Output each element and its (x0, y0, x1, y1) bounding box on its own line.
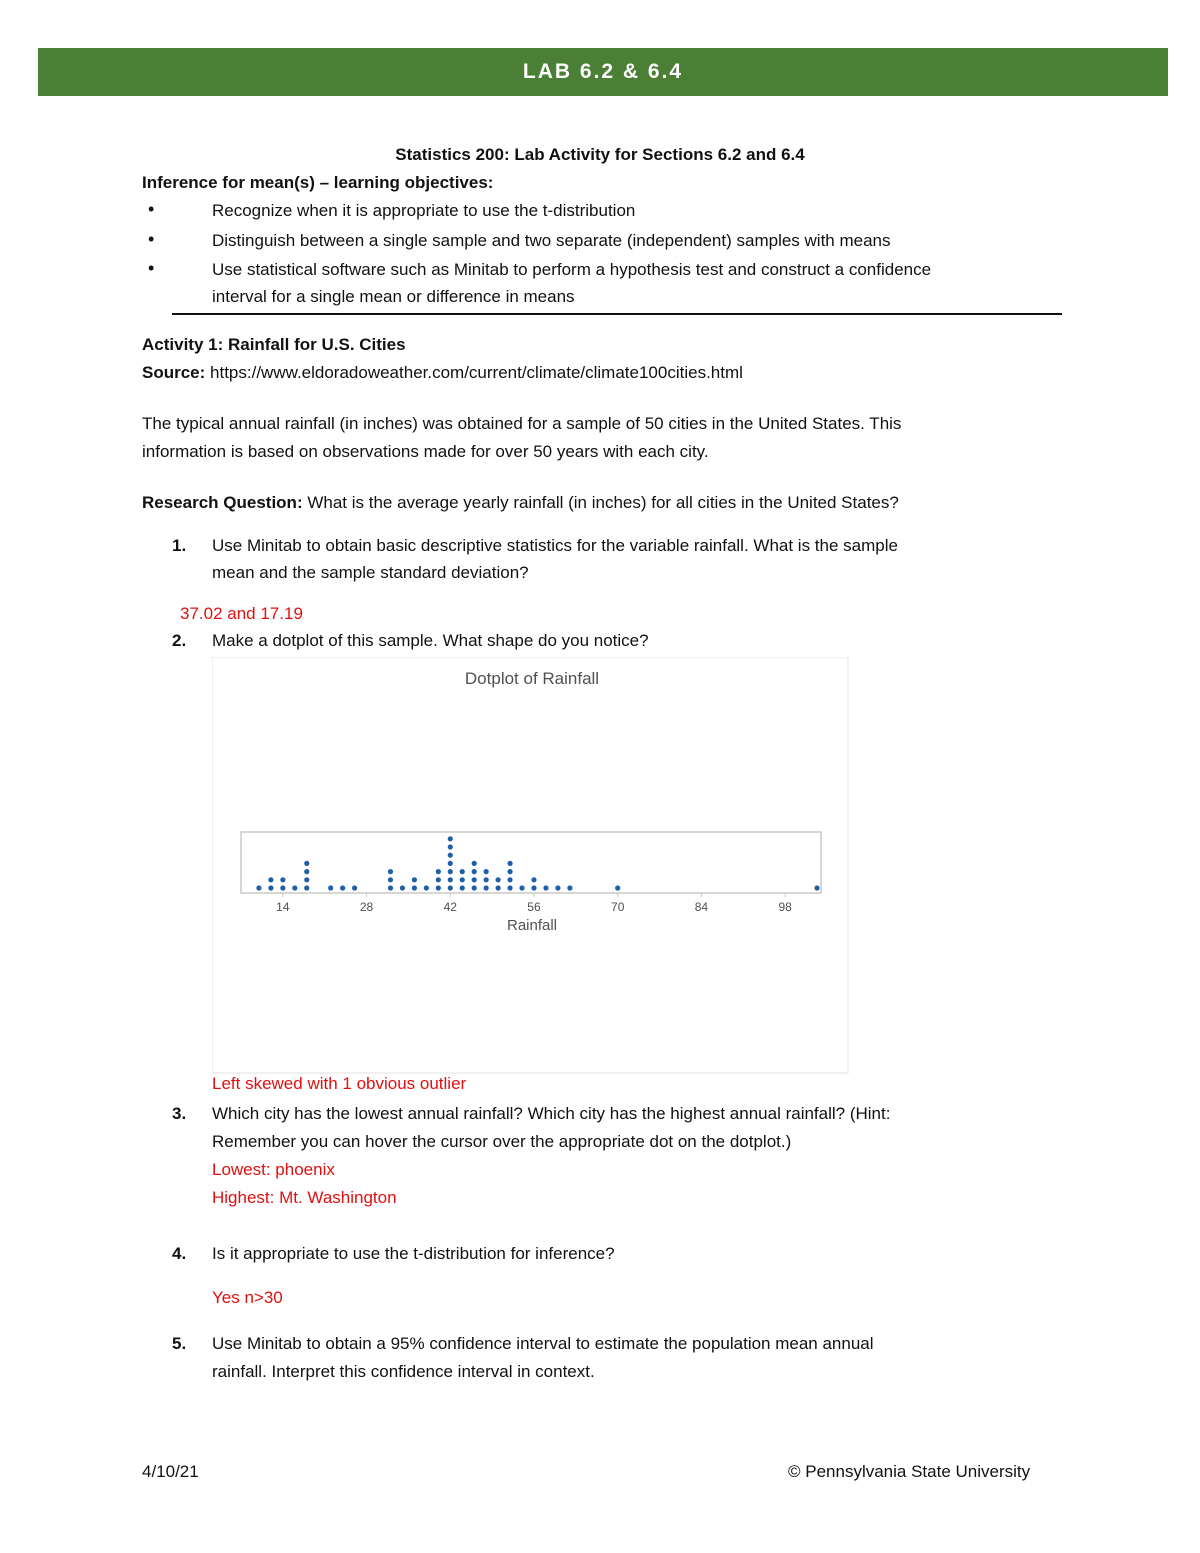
data-dot[interactable] (460, 869, 465, 874)
question-text: mean and the sample standard deviation? (212, 563, 529, 582)
data-dot[interactable] (352, 885, 357, 890)
source-line (142, 363, 743, 383)
data-dot[interactable] (388, 877, 393, 882)
x-tick-label: 14 (276, 900, 290, 914)
course-title: Statistics 200: Lab Activity for Sections 6.2 and 6.4 (395, 145, 805, 164)
data-dot[interactable] (472, 861, 477, 866)
data-dot[interactable] (304, 877, 309, 882)
data-dot[interactable] (615, 885, 620, 890)
question-text: Is it appropriate to use the t-distribution for inference? (212, 1244, 615, 1263)
data-dot[interactable] (448, 877, 453, 882)
bullet-icon: • (148, 229, 155, 249)
data-dot[interactable] (519, 885, 524, 890)
research-question-label: Research Question: (142, 493, 303, 512)
x-axis-label: Rainfall (506, 917, 558, 934)
data-dot[interactable] (460, 877, 465, 882)
data-dot[interactable] (460, 885, 465, 890)
data-dot[interactable] (268, 885, 273, 890)
data-dot[interactable] (448, 885, 453, 890)
data-dot[interactable] (256, 885, 261, 890)
source-url: https://www.eldoradoweather.com/current/climate/climate100cities.html (205, 363, 743, 382)
data-dot[interactable] (496, 877, 501, 882)
data-dot[interactable] (412, 877, 417, 882)
data-dot[interactable] (484, 869, 489, 874)
lab-banner-title: LAB 6.2 & 6.4 (522, 60, 684, 83)
data-dot[interactable] (507, 869, 512, 874)
data-dot[interactable] (531, 877, 536, 882)
chart-title: Dotplot of Rainfall (464, 669, 600, 688)
question-number: 4. (172, 1244, 187, 1263)
data-dot[interactable] (400, 885, 405, 890)
question-text: rainfall. Interpret this confidence interval in context. (212, 1362, 595, 1381)
data-dot[interactable] (388, 869, 393, 874)
data-dot[interactable] (484, 885, 489, 890)
data-dot[interactable] (472, 877, 477, 882)
question-text: Which city has the lowest annual rainfall? Which city has the highest annual rainfall? (Hint: (212, 1104, 891, 1123)
question-number: 5. (172, 1334, 187, 1353)
question-text: Use Minitab to obtain basic descriptive statistics for the variable rainfall. What is the sample (212, 536, 898, 555)
x-tick-label: 70 (611, 900, 625, 914)
data-dot[interactable] (472, 885, 477, 890)
question-text: Use Minitab to obtain a 95% confidence interval to estimate the population mean annual (212, 1334, 874, 1353)
answer-text: Left skewed with 1 obvious outlier (212, 1074, 467, 1093)
footer-copyright: © Pennsylvania State University (788, 1462, 1031, 1481)
data-dot[interactable] (555, 885, 560, 890)
data-dot[interactable] (448, 844, 453, 849)
data-dot[interactable] (436, 877, 441, 882)
answer-text: Yes n>30 (212, 1288, 283, 1307)
x-tick-label: 42 (443, 900, 457, 914)
data-dot[interactable] (304, 885, 309, 890)
data-dot[interactable] (448, 836, 453, 841)
data-dot[interactable] (292, 885, 297, 890)
answer-text: Highest: Mt. Washington (212, 1188, 397, 1207)
dotplot-chart (212, 657, 852, 1077)
data-dot[interactable] (567, 885, 572, 890)
data-dot[interactable] (340, 885, 345, 890)
data-dot[interactable] (388, 885, 393, 890)
data-dot[interactable] (496, 885, 501, 890)
data-dot[interactable] (507, 877, 512, 882)
data-dot[interactable] (436, 869, 441, 874)
question-text: Remember you can hover the cursor over the appropriate dot on the dotplot.) (212, 1132, 792, 1151)
objective-item: Distinguish between a single sample and two separate (independent) samples with means (212, 231, 891, 250)
data-dot[interactable] (814, 885, 819, 890)
x-tick-label: 84 (694, 900, 709, 914)
data-dot[interactable] (412, 885, 417, 890)
answer-text: Lowest: phoenix (212, 1160, 335, 1179)
footer-date: 4/10/21 (142, 1462, 199, 1481)
data-dot[interactable] (328, 885, 333, 890)
data-dot[interactable] (280, 885, 285, 890)
lab-banner (38, 48, 1168, 96)
data-dot[interactable] (531, 885, 536, 890)
plot-area (241, 832, 821, 893)
research-question (142, 493, 899, 513)
intro-text-line: information is based on observations made for over 50 years with each city. (142, 442, 709, 461)
data-dot[interactable] (436, 885, 441, 890)
intro-text-line: The typical annual rainfall (in inches) was obtained for a sample of 50 cities in the United States. This (142, 414, 902, 433)
data-dot[interactable] (424, 885, 429, 890)
question-text: Make a dotplot of this sample. What shape do you notice? (212, 631, 649, 650)
source-label: Source: (142, 363, 206, 382)
bullet-icon: • (148, 258, 155, 278)
research-question-text: What is the average yearly rainfall (in inches) for all cities in the United States? (302, 493, 899, 512)
data-dot[interactable] (507, 861, 512, 866)
data-dot[interactable] (280, 877, 285, 882)
x-tick-label: 98 (778, 900, 792, 914)
x-tick-label: 28 (359, 900, 374, 914)
objectives-heading: Inference for mean(s) – learning objectives: (142, 173, 494, 192)
question-number: 2. (172, 631, 187, 650)
data-dot[interactable] (268, 877, 273, 882)
activity-title: Activity 1: Rainfall for U.S. Cities (142, 335, 406, 354)
answer-text: 37.02 and 17.19 (180, 604, 303, 623)
bullet-icon: • (148, 199, 155, 219)
data-dot[interactable] (448, 853, 453, 858)
data-dot[interactable] (472, 869, 477, 874)
data-dot[interactable] (507, 885, 512, 890)
objective-item: Use statistical software such as Minitab to perform a hypothesis test and construct a confidence (212, 260, 932, 279)
data-dot[interactable] (543, 885, 548, 890)
data-dot[interactable] (484, 877, 489, 882)
data-dot[interactable] (304, 861, 309, 866)
data-dot[interactable] (448, 869, 453, 874)
data-dot[interactable] (448, 861, 453, 866)
question-number: 1. (172, 536, 187, 555)
objective-item: Recognize when it is appropriate to use the t-distribution (212, 201, 636, 220)
section-divider (172, 313, 1062, 315)
objective-item-continued: interval for a single mean or difference in means (212, 287, 575, 306)
x-tick-label: 56 (527, 900, 541, 914)
data-dot[interactable] (304, 869, 309, 874)
question-number: 3. (172, 1104, 187, 1123)
